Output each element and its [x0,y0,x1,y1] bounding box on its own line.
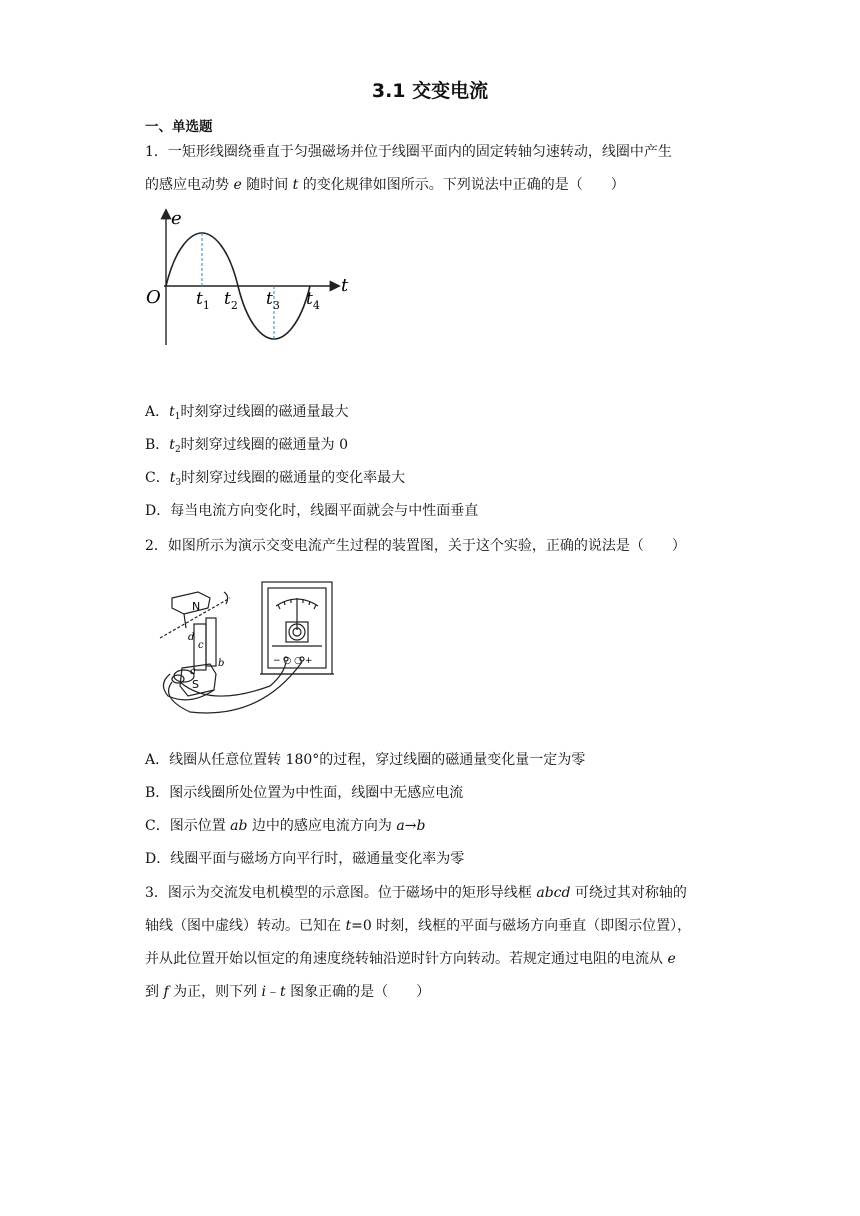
q1-option-d: D．每当电流方向变化时，线圈平面就会与中性面垂直 [145,503,479,519]
q2-stem: 2．如图所示为演示交变电流产生过程的装置图，关于这个实验，正确的说法是（ ） [145,538,686,554]
magnet-label-s: S [192,678,199,691]
q1-graph-tick-t2: $t_2$ [224,289,238,312]
q2-apparatus-figure [150,578,340,720]
q1-graph-tick-t1: $t_1$ [196,289,210,312]
q3-stem-line3: 并从此位置开始以恒定的角速度绕转轴沿逆时针方向转动。若规定通过电阻的电流从 e [145,951,676,967]
q2-option-c: C．图示位置 ab 边中的感应电流方向为 a→b [145,818,426,834]
q1-sine-graph [140,205,365,350]
q1-option-b: B．$t_2$时刻穿过线圈的磁通量为 0 [145,437,349,455]
q3-stem-line2: 轴线（图中虚线）转动。已知在 t=0 时刻，线框的平面与磁场方向垂直（即图示位置）， [145,918,692,934]
q3-stem-line4: 到 f 为正，则下列 i﹣t 图象正确的是（ ） [145,984,431,1000]
q1-graph-label-e: e [171,208,182,229]
q1-stem-line1: 1．一矩形线圈绕垂直于匀强磁场并位于线圈平面内的固定转轴匀速转动，线圈中产生 [145,144,672,160]
q1-option-a: A．$t_1$时刻穿过线圈的磁通量最大 [145,404,349,422]
q2-option-a: A．线圈从任意位置转 180°的过程，穿过线圈的磁通量变化量一定为零 [145,752,586,768]
q3-stem-line1: 3．图示为交流发电机模型的示意图。位于磁场中的矩形导线框 abcd 可绕过其对称轴的 [145,885,687,901]
q1-graph-tick-t4: $t_4$ [306,289,320,312]
section-heading: 一、单选题 [145,119,213,135]
q1-stem-line2: 的感应电动势 e 随时间 t 的变化规律如图所示。下列说法中正确的是（ ） [145,177,625,193]
coil-label-a: a [190,666,196,677]
q1-option-c: C．$t_3$时刻穿过线圈的磁通量的变化率最大 [145,470,406,488]
q2-option-b: B．图示线圈所处位置为中性面，线圈中无感应电流 [145,785,464,801]
galvanometer-terminals: − ○ ○ + [273,656,313,666]
q1-graph-label-origin: O [146,287,161,308]
q1-graph-label-t: t [341,275,349,296]
magnet-label-n: N [192,600,201,613]
coil-label-b: b [218,658,225,669]
q2-option-d: D．线圈平面与磁场方向平行时，磁通量变化率为零 [145,851,465,867]
page-title: 3.1 交变电流 [371,80,489,102]
coil-label-c: c [198,640,204,651]
q1-graph-tick-t3: $t_3$ [266,289,280,312]
coil-label-d: d [188,632,195,643]
